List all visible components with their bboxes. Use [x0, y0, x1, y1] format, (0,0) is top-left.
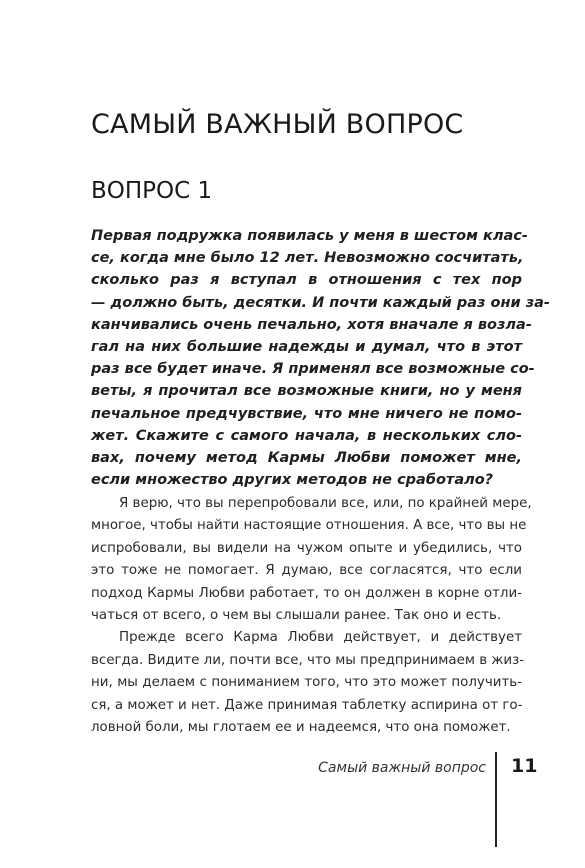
answer-text — [91, 493, 532, 739]
answer-line: чаться от всего, о чем вы слышали ранее. Так оно и есть. — [91, 608, 502, 624]
question-line: раз все будет иначе. Я применял все возможные со- — [91, 361, 535, 378]
chapter-title: САМЫЙ ВАЖНЫЙ ВОПРОС — [91, 109, 464, 140]
answer-line: это тоже не помогает. Я думаю, все согласятся, что если — [91, 563, 522, 579]
question-line: жет. Скажите с самого начала, в нескольких сло- — [91, 427, 522, 444]
page-number: 11 — [511, 755, 538, 777]
answer-line: Я верю, что вы перепробовали все, или, по крайней мере, — [119, 496, 532, 511]
answer-line: ся, а может и нет. Даже принимая таблетку аспирина от го- — [91, 697, 523, 713]
question-line: се, когда мне было 12 лет. Невозможно сосчитать, — [91, 250, 524, 267]
answer-line: подход Кармы Любви работает, то он должен в корне отли- — [91, 585, 522, 601]
question-line: гал на них большие надежды и думал, что в этот — [91, 339, 522, 356]
question-line: если множество других методов не сработало? — [91, 472, 494, 489]
running-title: Самый важный вопрос — [318, 760, 486, 776]
question-line: — должно быть, десятки. И почти каждый раз они за- — [91, 294, 550, 311]
answer-line: испробовали, вы видели на чужом опыте и убедились, что — [91, 540, 522, 556]
question-line: вах, почему метод Кармы Любви поможет мне, — [91, 450, 522, 467]
question-line: Первая подружка появилась у меня в шестом клас- — [91, 228, 528, 244]
question-line: печальное предчувствие, что мне ничего не помо- — [91, 405, 522, 422]
answer-line: всегда. Видите ли, почти все, что мы предпринимаем в жиз- — [91, 652, 525, 668]
question-text — [91, 225, 550, 491]
question-heading: ВОПРОС 1 — [91, 178, 213, 204]
answer-line: Прежде всего Карма Любви действует, и действует — [119, 630, 522, 646]
answer-line: многое, чтобы найти настоящие отношения. А все, что вы не — [91, 518, 527, 534]
answer-line: ни, мы делаем с пониманием того, что это может получить- — [91, 675, 522, 691]
question-line: веты, я прочитал все возможные книги, но у меня — [91, 383, 522, 400]
question-line: канчивались очень печально, хотя вначале я возла- — [91, 316, 532, 333]
question-line: сколько раз я вступал в отношения с тех пор — [91, 272, 522, 289]
footer-divider — [495, 752, 497, 847]
answer-line: ловной боли, мы глотаем ее и надеемся, что она поможет. — [91, 720, 511, 736]
